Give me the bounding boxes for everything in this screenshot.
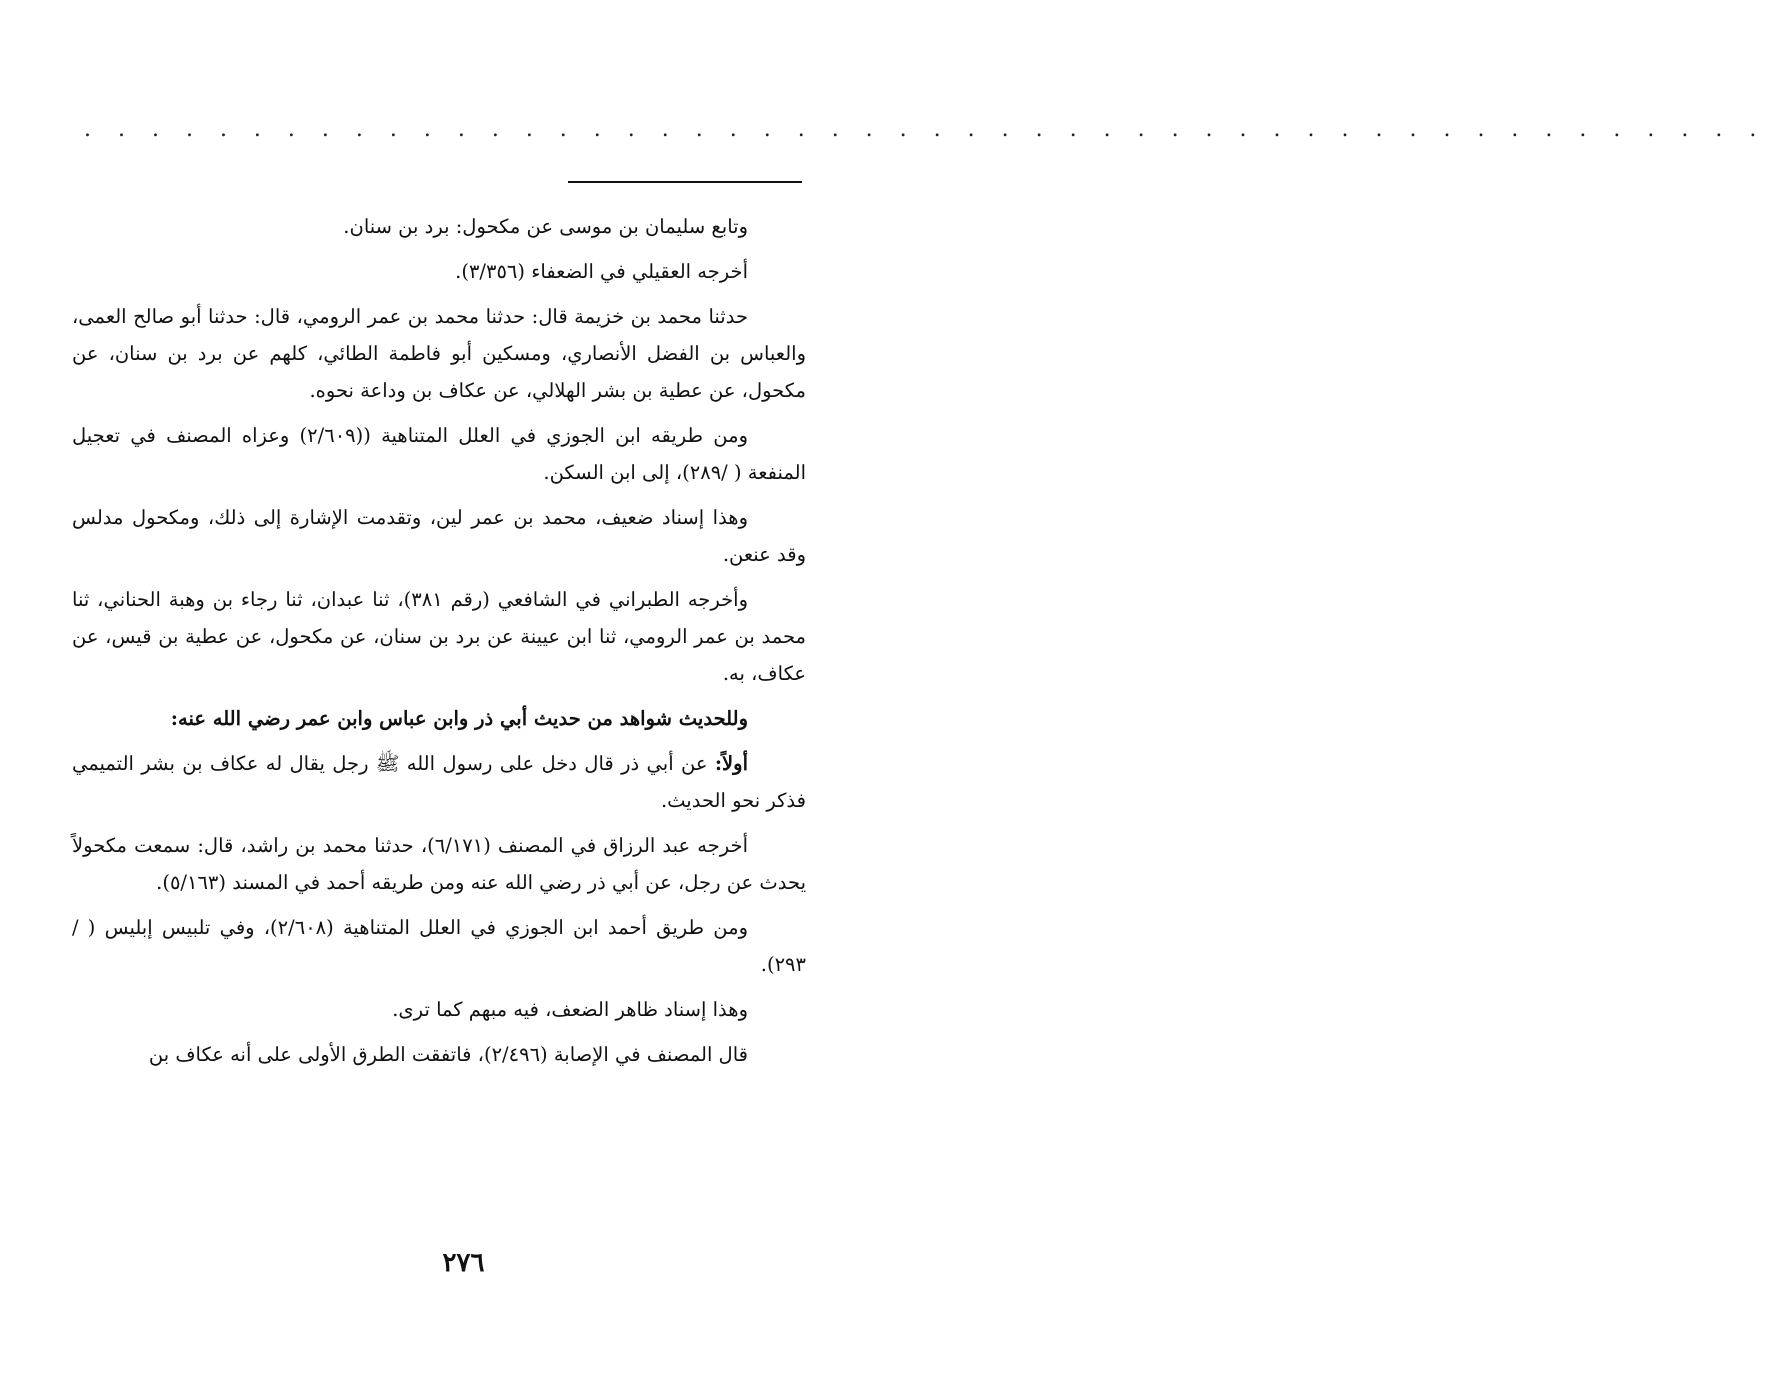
footnote-text xyxy=(72,208,806,1081)
paragraph: وأخرجه الطبراني في الشافعي (رقم ٣٨١)، ثنا عبدان، ثنا رجاء بن وهبة الحناني، ثنا محمد بن عمر الرومي، ثنا ابن عيينة عن برد بن سنان، عن مكحول، عن عطية بن قيس، عن عكاف، به. xyxy=(72,588,806,685)
paragraph xyxy=(72,745,806,819)
paragraph: وهذا إسناد ضعيف، محمد بن عمر لين، وتقدمت الإشارة إلى ذلك، ومكحول مدلس وقد عنعن. xyxy=(72,506,806,566)
paragraph: وتابع سليمان بن موسى عن مكحول: برد بن سنان. xyxy=(343,215,748,238)
paragraph: ومن طريقه ابن الجوزي في العلل المتناهية ((٢/٦٠٩) وعزاه المصنف في تعجيل المنفعة ( /٢٨٩)، إلى ابن السكن. xyxy=(72,424,806,484)
paragraph-heading: وللحديث شواهد من حديث أبي ذر وابن عباس وابن عمر رضي الله عنه: xyxy=(170,707,748,730)
page-number: ٢٧٦ xyxy=(442,1248,485,1278)
paragraph-body: عن أبي ذر قال دخل على رسول الله ﷺ رجل يقال له عكاف بن بشر التميمي فذكر نحو الحديث. xyxy=(72,752,806,812)
dotted-separator: . . . . . . . . . . . . . . . . . . . . . . . . . . . . . . . . . . . . . . . . . . . . . . . . . . xyxy=(84,117,1766,142)
footnote-rule xyxy=(568,181,802,183)
paragraph-lead: أولاً: xyxy=(714,752,748,775)
paragraph: وهذا إسناد ظاهر الضعف، فيه مبهم كما ترى. xyxy=(392,998,748,1021)
paragraph: حدثنا محمد بن خزيمة قال: حدثنا محمد بن عمر الرومي، قال: حدثنا أبو صالح العمى، والعباس بن الفضل الأنصاري، ومسكين أبو فاطمة الطائي، كلهم عن برد بن سنان، عن مكحول، عن عطية بن بشر الهلالي، عن عكاف بن وداعة نحوه. xyxy=(72,305,806,402)
paragraph: أخرجه عبد الرزاق في المصنف (٦/١٧١)، حدثنا محمد بن راشد، قال: سمعت مكحولاً يحدث عن رجل، عن أبي ذر رضي الله عنه ومن طريقه أحمد في المسند (٥/١٦٣). xyxy=(72,834,806,894)
paragraph: أخرجه العقيلي في الضعفاء (٣/٣٥٦). xyxy=(455,260,748,283)
paragraph: ومن طريق أحمد ابن الجوزي في العلل المتناهية (٢/٦٠٨)، وفي تلبيس إبليس ( /٢٩٣). xyxy=(72,916,806,976)
paragraph: قال المصنف في الإصابة (٢/٤٩٦)، فاتفقت الطرق الأولى على أنه عكاف بن xyxy=(148,1043,748,1066)
